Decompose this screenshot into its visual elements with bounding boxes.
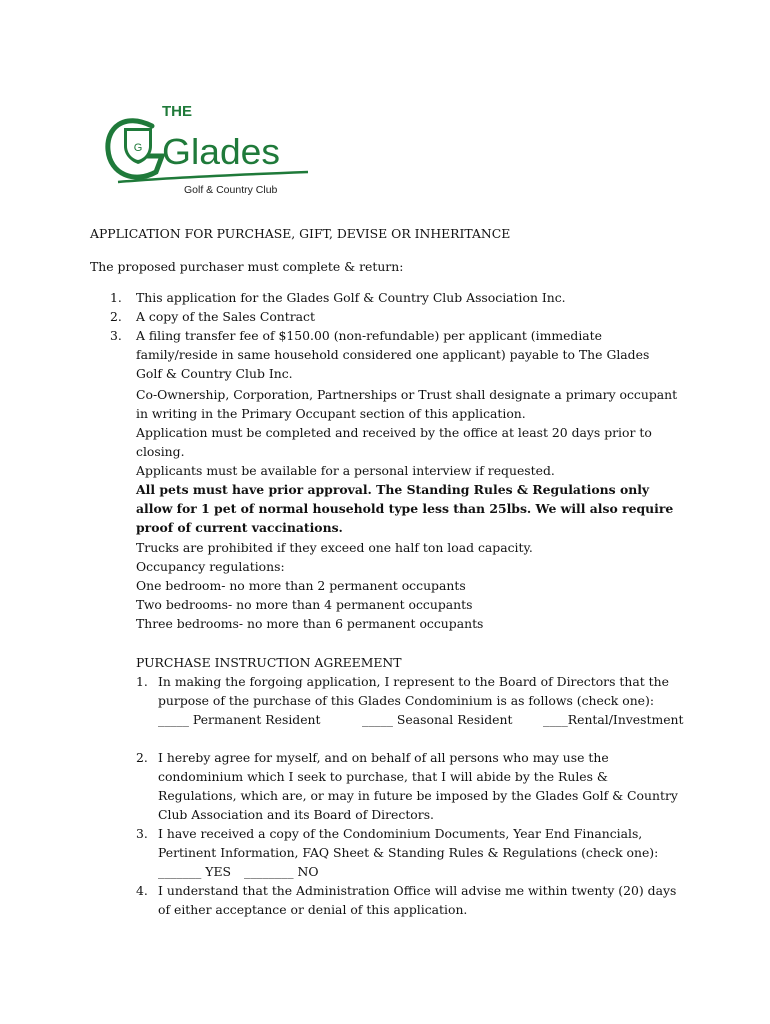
- seasonal-resident-option[interactable]: _____ Seasonal Resident: [362, 712, 513, 727]
- intro-text: The proposed purchaser must complete & return:: [90, 259, 404, 274]
- documents-received-options: [158, 862, 681, 881]
- list-item: 3. A filing transfer fee of $150.00 (non-refundable) per applicant (immediate family/reside in same household considered one applicant) payable to The Glades Golf & Country Club Inc.: [110, 328, 650, 381]
- agreement-item: 3. I have received a copy of the Condominium Documents, Year End Financials, Pertinent Information, FAQ Sheet & Standing Rules & Regulations (check one): _______ YES ________ NO: [136, 824, 681, 881]
- occupancy-title: Occupancy regulations:: [136, 559, 285, 574]
- shield-letter: G: [133, 142, 143, 154]
- glades-logo-graphic: [104, 98, 310, 198]
- purchase-agreement: [136, 653, 684, 919]
- yes-option[interactable]: _______ YES: [158, 864, 232, 879]
- notes-block: [136, 385, 681, 537]
- agreement-item: 1. In making the forgoing application, I represent to the Board of Directors that the purpose of the purchase of this Glades Condominium is as follows (check one): _____ Permanent Resident _____ Seasonal Resident ____Rental/Investment: [136, 674, 684, 727]
- agreement-title: PURCHASE INSTRUCTION AGREEMENT: [136, 655, 402, 670]
- requirements-list: [110, 288, 676, 383]
- logo-main-word: Glades: [162, 131, 280, 172]
- rules-block: [136, 538, 681, 633]
- deadline-note: Application must be completed and received by the office at least 20 days prior to closing.: [136, 425, 652, 459]
- interview-note: Applicants must be available for a personal interview if requested.: [136, 463, 555, 478]
- purpose-options: [158, 710, 684, 729]
- co-ownership-note: Co-Ownership, Corporation, Partnerships or Trust shall designate a primary occupant in writing in the Primary Occupant section of this application.: [136, 387, 678, 421]
- logo-top-word: THE: [162, 103, 192, 120]
- agreement-item: 4. I understand that the Administration Office will advise me within twenty (20) days of either acceptance or denial of this application.: [136, 883, 677, 917]
- one-bedroom-rule: One bedroom- no more than 2 permanent occupants: [136, 578, 466, 593]
- three-bedrooms-rule: Three bedrooms- no more than 6 permanent occupants: [136, 616, 484, 631]
- club-logo: [104, 98, 310, 198]
- list-item: 1. This application for the Glades Golf & Country Club Association Inc.: [110, 290, 566, 305]
- pets-note: All pets must have prior approval. The Standing Rules & Regulations only allow for 1 pet of normal household type less than 25lbs. We will also require proof of current vaccinations.: [136, 482, 674, 535]
- two-bedrooms-rule: Two bedrooms- no more than 4 permanent occupants: [136, 597, 473, 612]
- permanent-resident-option[interactable]: _____ Permanent Resident: [158, 712, 321, 727]
- no-option[interactable]: ________ NO: [244, 864, 319, 879]
- rental-investment-option[interactable]: ____Rental/Investment: [543, 712, 684, 727]
- trucks-rule: Trucks are prohibited if they exceed one half ton load capacity.: [136, 540, 533, 555]
- logo-subtext: Golf & Country Club: [184, 184, 278, 196]
- list-item: 2. A copy of the Sales Contract: [110, 309, 315, 324]
- document-title: APPLICATION FOR PURCHASE, GIFT, DEVISE OR INHERITANCE: [90, 226, 511, 241]
- agreement-item: 2. I hereby agree for myself, and on behalf of all persons who may use the condominium which I seek to purchase, that I will abide by the Rules & Regulations, which are, or may in future be imposed by the Glades Golf & Country Club Association and its Board of Directors.: [136, 750, 678, 822]
